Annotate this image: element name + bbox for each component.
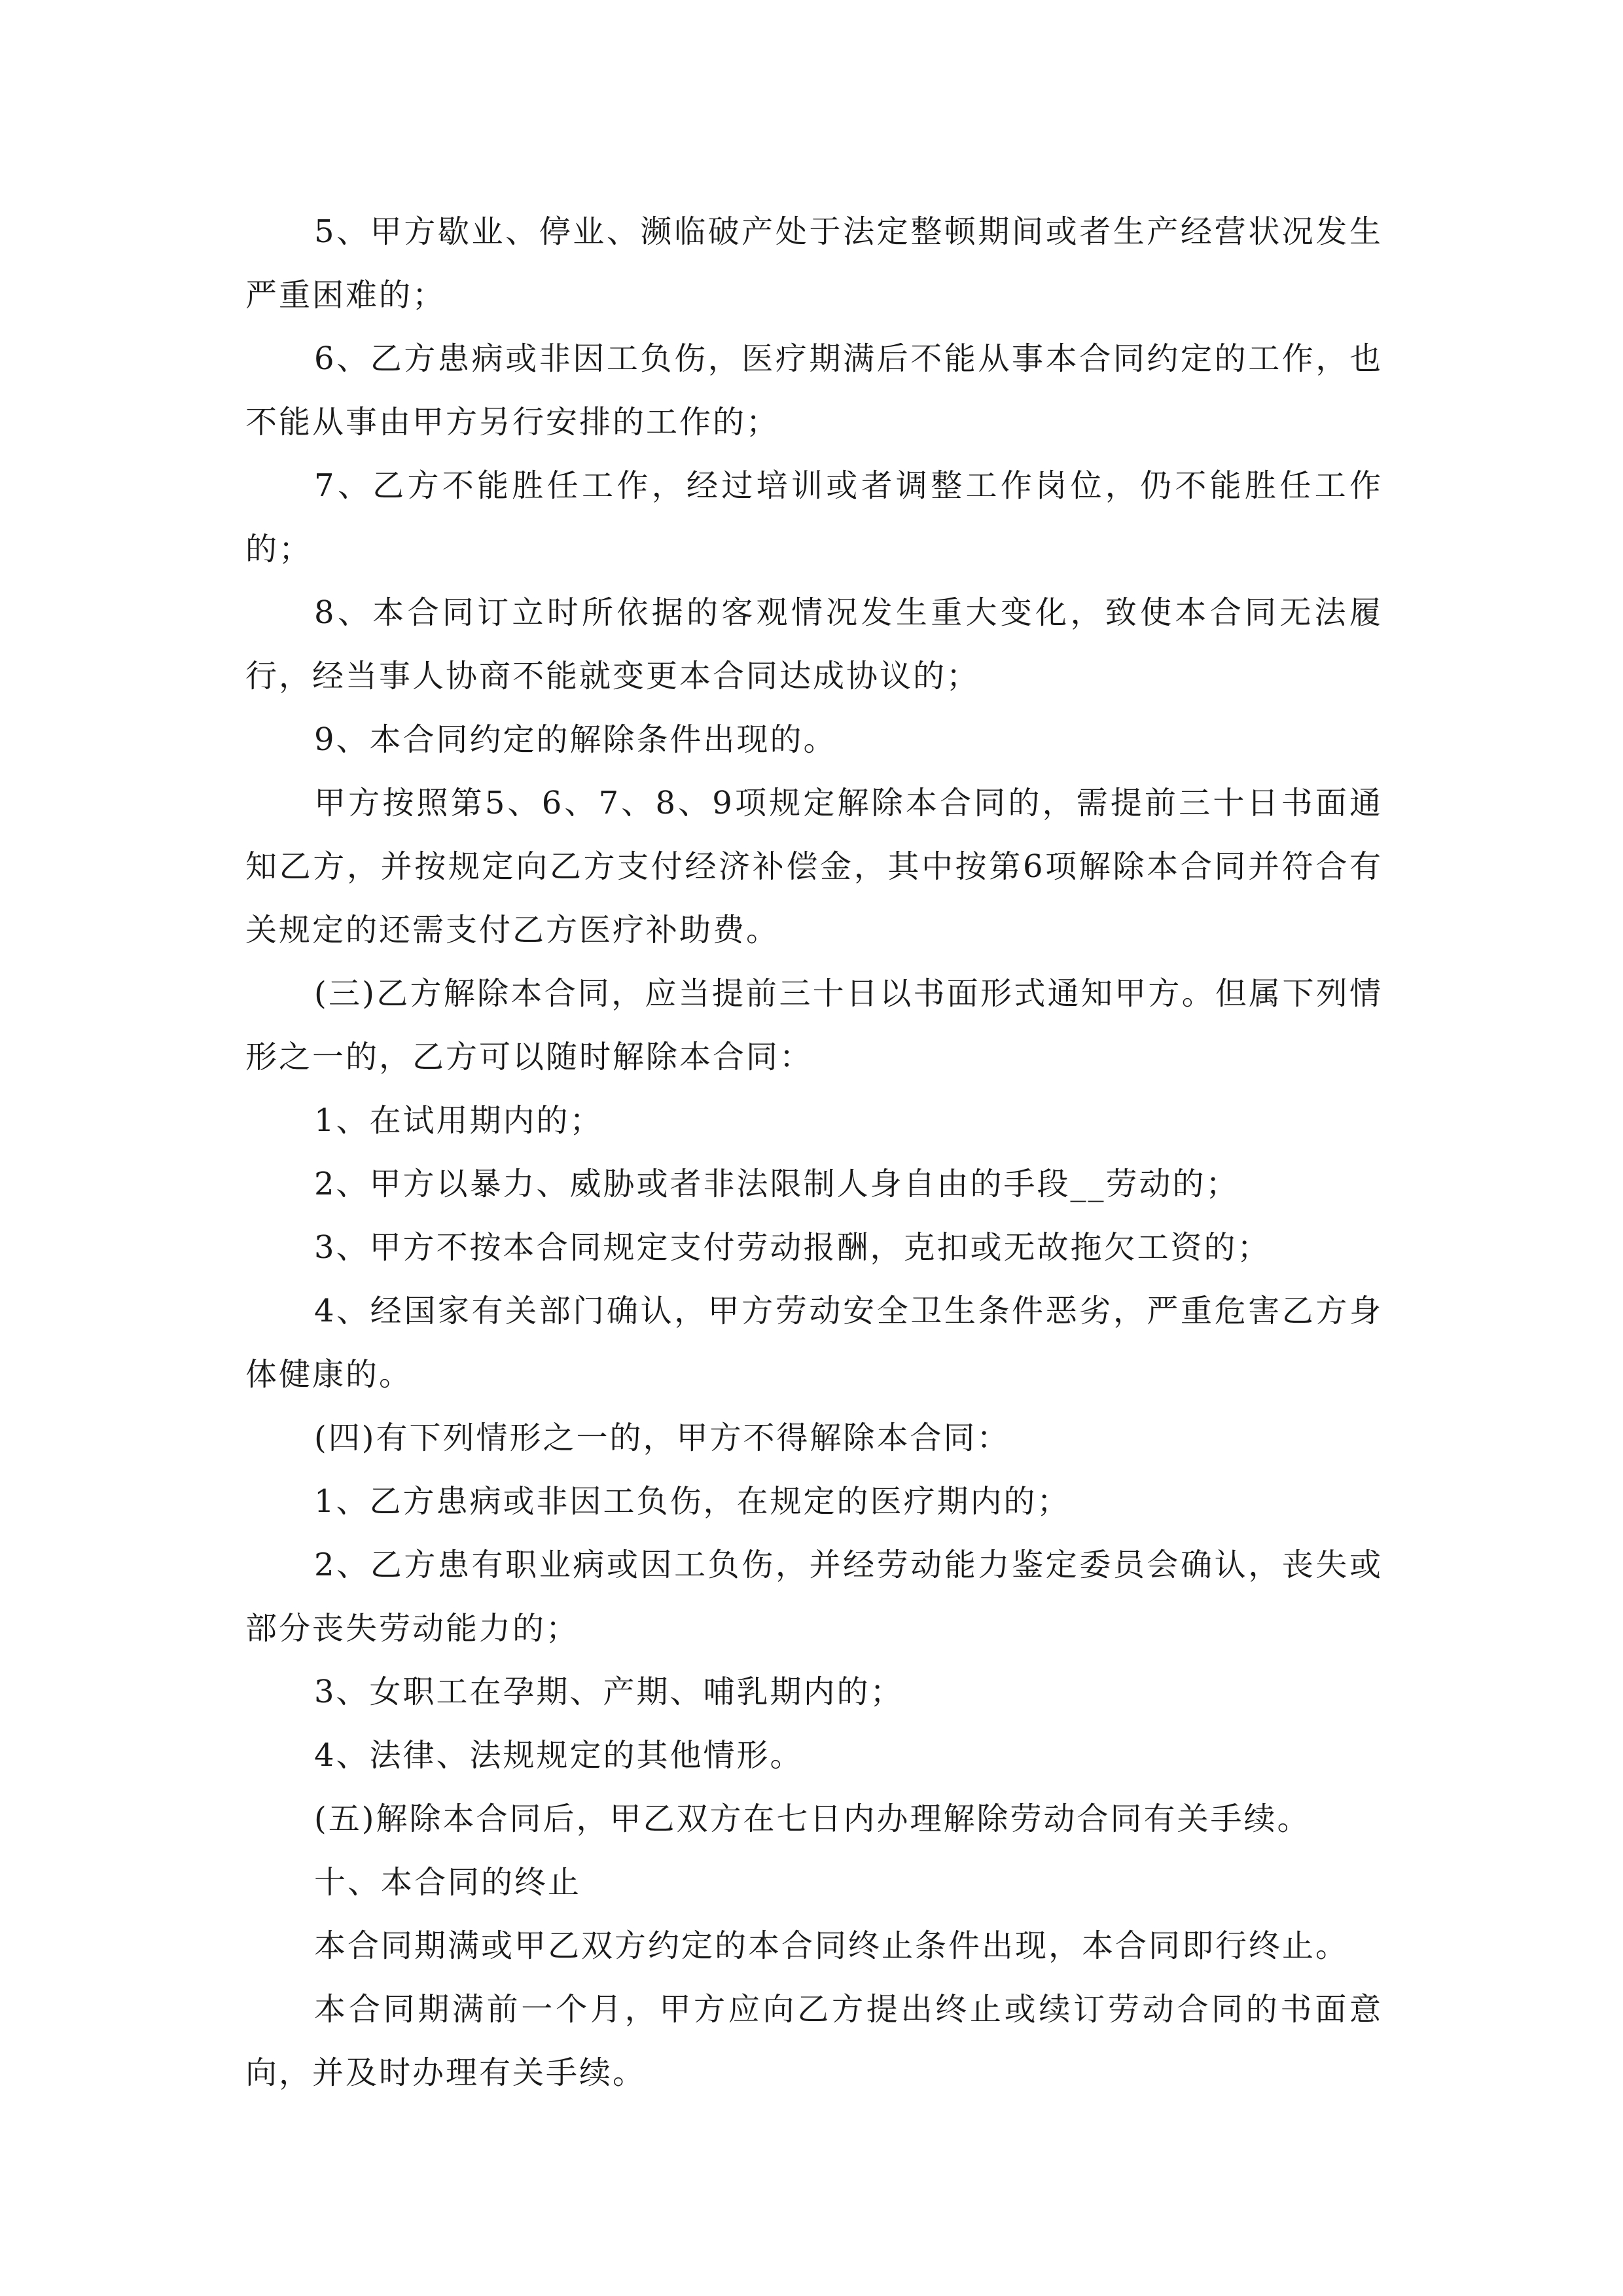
paragraph-section-5: (五)解除本合同后，甲乙双方在七日内办理解除劳动合同有关手续。 bbox=[314, 1801, 1311, 1837]
section-heading-termination: 十、本合同的终止 bbox=[314, 1864, 582, 1901]
paragraph-s3-item-4: 4、经国家有关部门确认，甲方劳动安全卫生条件恶劣，严重危害乙方身体健康的。 bbox=[245, 1293, 1383, 1393]
document-body bbox=[245, 200, 1383, 2105]
paragraph-item-8: 8、本合同订立时所依据的客观情况发生重大变化，致使本合同无法履行，经当事人协商不能就变更本合同达成协议的； bbox=[245, 594, 1383, 694]
paragraph-item-5: 5、甲方歇业、停业、濒临破产处于法定整顿期间或者生产经营状况发生严重困难的； bbox=[245, 213, 1383, 314]
paragraph-s4-item-1: 1、乙方患病或非因工负伤，在规定的医疗期内的； bbox=[314, 1483, 1071, 1520]
paragraph-termination-1: 本合同期满或甲乙双方约定的本合同终止条件出现，本合同即行终止。 bbox=[314, 1928, 1349, 1964]
paragraph-s3-item-3: 3、甲方不按本合同规定支付劳动报酬，克扣或无故拖欠工资的； bbox=[314, 1229, 1271, 1266]
paragraph-s3-item-1: 1、在试用期内的； bbox=[314, 1102, 603, 1139]
paragraph-item-9: 9、本合同约定的解除条件出现的。 bbox=[314, 721, 837, 758]
paragraph-s3-item-2: 2、甲方以暴力、威胁或者非法限制人身自由的手段__劳动的； bbox=[314, 1166, 1240, 1202]
paragraph-termination-2: 本合同期满前一个月，甲方应向乙方提出终止或续订劳动合同的书面意向，并及时办理有关手续。 bbox=[245, 1991, 1383, 2091]
paragraph-section-3: (三)乙方解除本合同，应当提前三十日以书面形式通知甲方。但属下列情形之一的，乙方可以随时解除本合同： bbox=[245, 975, 1383, 1075]
paragraph-item-7: 7、乙方不能胜任工作，经过培训或者调整工作岗位，仍不能胜任工作的； bbox=[245, 467, 1383, 567]
paragraph-s4-item-3: 3、女职工在孕期、产期、哺乳期内的； bbox=[314, 1674, 904, 1710]
paragraph-s4-item-2: 2、乙方患有职业病或因工负伤，并经劳动能力鉴定委员会确认，丧失或部分丧失劳动能力的； bbox=[245, 1547, 1383, 1647]
paragraph-section-4: (四)有下列情形之一的，甲方不得解除本合同： bbox=[314, 1420, 1010, 1456]
paragraph-item-6: 6、乙方患病或非因工负伤，医疗期满后不能从事本合同约定的工作，也不能从事由甲方另行安排的工作的； bbox=[245, 340, 1383, 440]
paragraph-s4-item-4: 4、法律、法规规定的其他情形。 bbox=[314, 1737, 804, 1774]
paragraph-notice-compensation: 甲方按照第5、6、7、8、9项规定解除本合同的，需提前三十日书面通知乙方，并按规定向乙方支付经济补偿金，其中按第6项解除本合同并符合有关规定的还需支付乙方医疗补助费。 bbox=[245, 785, 1383, 948]
